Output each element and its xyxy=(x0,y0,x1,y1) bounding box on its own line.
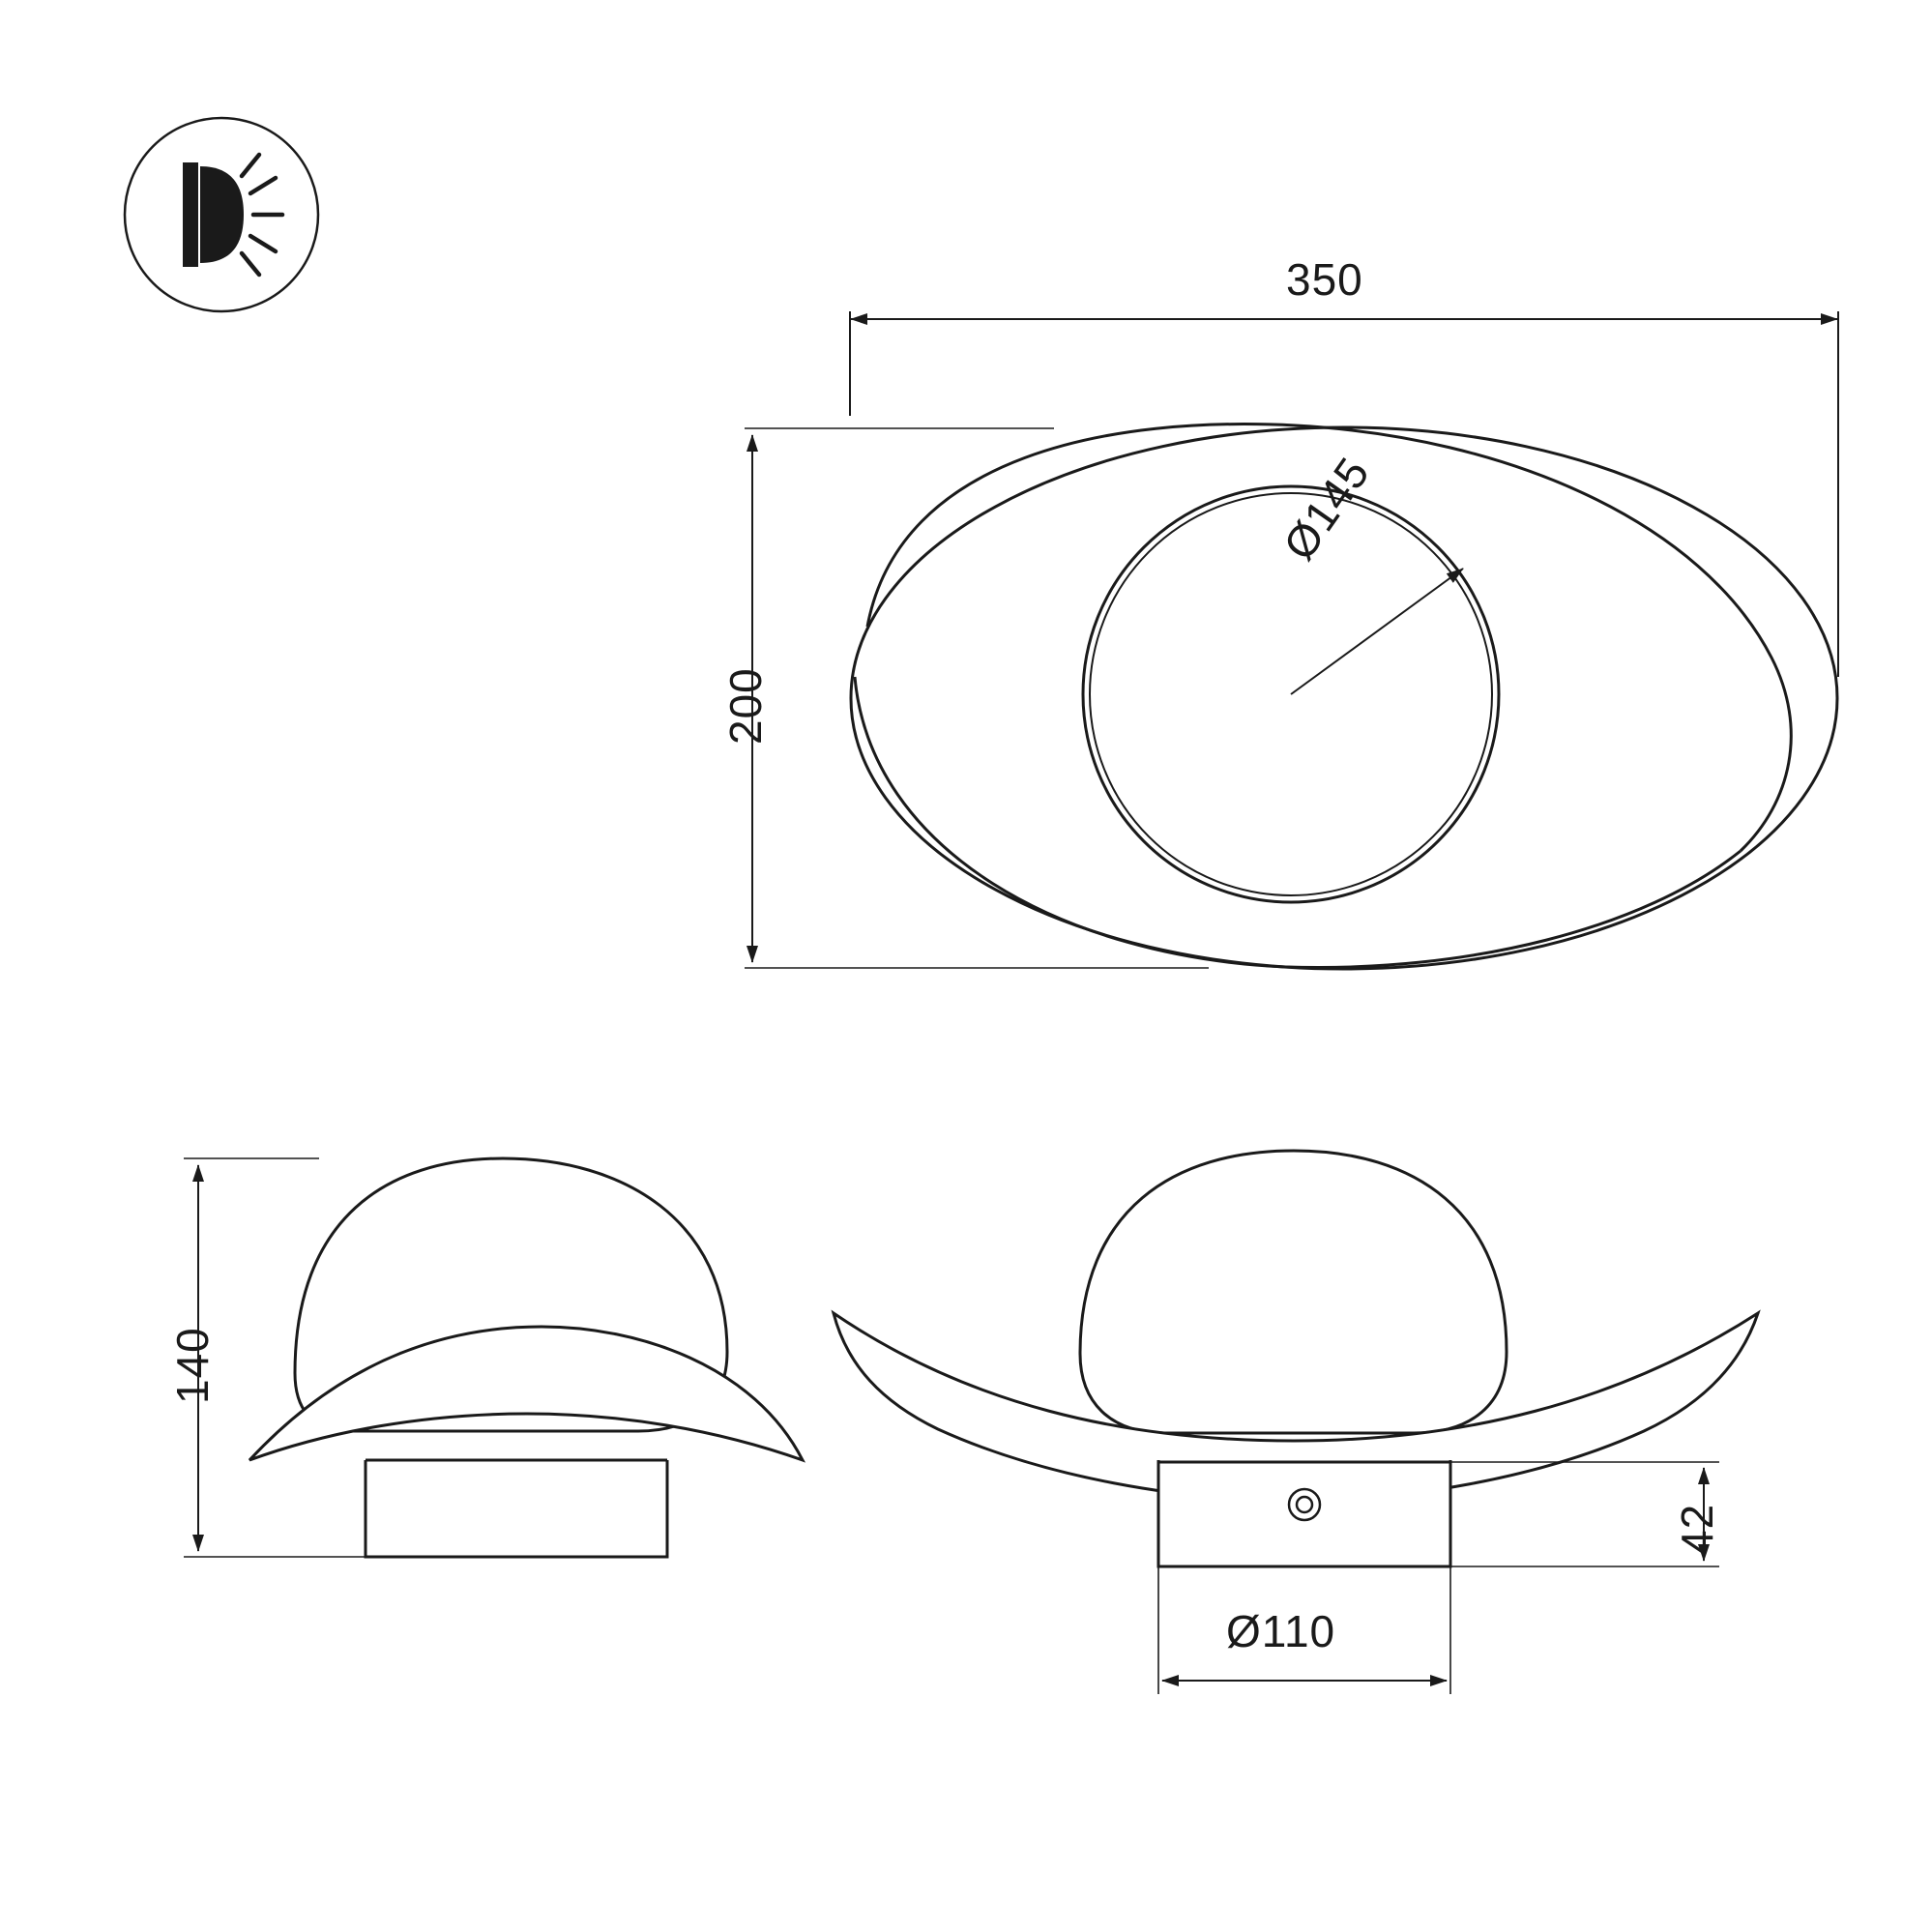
dimension-label-width-350: 350 xyxy=(1286,254,1363,305)
dimension-label-diameter-110: Ø110 xyxy=(1226,1606,1336,1656)
side-view-geometry xyxy=(249,1158,803,1557)
dimension-label-height-42: 42 xyxy=(1672,1503,1722,1555)
dimension-label-height-140: 140 xyxy=(167,1327,218,1404)
wall-light-direction-icon xyxy=(125,118,318,311)
dimension-label-diameter-145: Ø145 xyxy=(1273,448,1380,570)
section-view-geometry xyxy=(834,1151,1758,1566)
dimension-label-height-200: 200 xyxy=(720,667,771,745)
